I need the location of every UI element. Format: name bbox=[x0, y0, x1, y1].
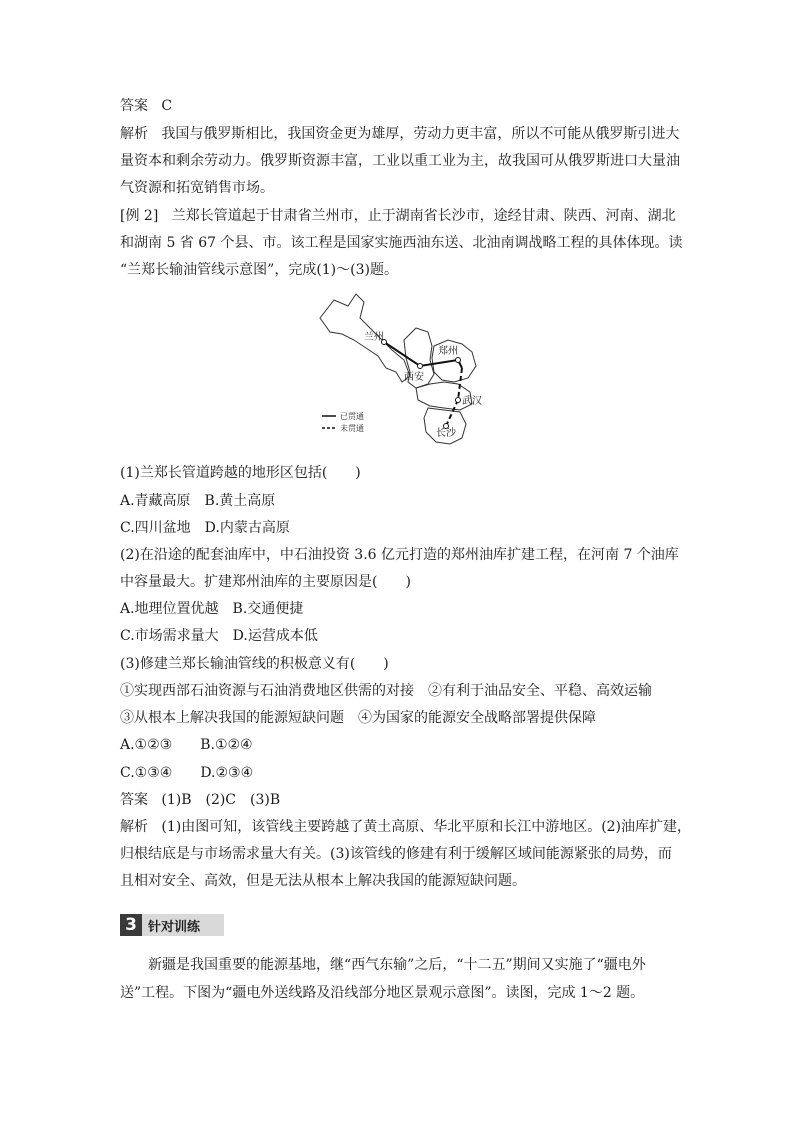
analysis-1-line-2: 量资本和剩余劳动力。俄罗斯资源丰富，工业以重工业为主，故我国可从俄罗斯进口大量油 bbox=[120, 153, 680, 169]
q3-options-row-2: C.①③④ D.②③④ bbox=[120, 765, 254, 781]
training-line-1: 新疆是我国重要的能源基地，继“西气东输”之后，“十二五”期间又实施了“疆电外 bbox=[148, 957, 646, 973]
analysis-2-line-1: 解析 (1)由图可知，该管线主要跨越了黄土高原、华北平原和长江中游地区。(2)油库扩建， bbox=[120, 819, 692, 835]
section-title: 针对训练 bbox=[142, 914, 224, 936]
q3-stem: (3)修建兰郑长输油管线的积极意义有( ) bbox=[120, 656, 389, 672]
q3-options-row-1: A.①②③ B.①②④ bbox=[120, 737, 253, 753]
answer-label: 答案 bbox=[120, 98, 148, 114]
example-2-line-1: [例 2] 兰郑长管道起于甘肃省兰州市，止于湖南省长沙市，途经甘肃、陕西、河南、湖北 bbox=[120, 208, 676, 224]
section-header bbox=[120, 914, 224, 936]
answer-value: (1)B (2)C (3)B bbox=[161, 792, 281, 808]
city-label-lanzhou: 兰州 bbox=[364, 332, 384, 343]
legend-built-label: 已贯通 bbox=[340, 412, 364, 421]
analysis-1-line-3: 气资源和拓宽销售市场。 bbox=[120, 180, 274, 196]
answer-1 bbox=[120, 96, 680, 116]
q3-item-line-1: ①实现西部石油资源与石油消费地区供需的对接 ②有利于油品安全、平稳、高效运输 bbox=[120, 683, 652, 699]
answer-label: 答案 bbox=[120, 792, 148, 808]
legend-unbuilt-label: 未贯通 bbox=[340, 424, 364, 433]
example-2-line-3: “兰郑长输油管线示意图”，完成(1)～(3)题。 bbox=[120, 262, 398, 278]
q1-options-row-1: A.青藏高原 B.黄土高原 bbox=[120, 493, 276, 509]
q2-stem-line-2: 中容量最大。扩建郑州油库的主要原因是( ) bbox=[120, 574, 411, 590]
city-label-changsha: 长沙 bbox=[436, 428, 456, 439]
city-dot-zhengzhou bbox=[456, 358, 461, 363]
analysis-label: 解析 bbox=[120, 126, 148, 142]
analysis-label: 解析 bbox=[120, 819, 148, 835]
answer-2 bbox=[120, 790, 680, 810]
city-dot-wuhan bbox=[456, 398, 461, 403]
answer-value: C bbox=[161, 98, 173, 114]
analysis-2-line-2: 归根结底是与市场需求量大有关。(3)该管线的修建有利于缓解区域间能源紧张的局势，而 bbox=[120, 846, 672, 862]
q2-options-row-1: A.地理位置优越 B.交通便捷 bbox=[120, 601, 304, 617]
q1-options-row-2: C.四川盆地 D.内蒙古高原 bbox=[120, 520, 290, 536]
city-label-wuhan: 武汉 bbox=[462, 396, 482, 407]
q3-item-line-2: ③从根本上解决我国的能源短缺问题 ④为国家的能源安全战略部署提供保障 bbox=[120, 710, 596, 726]
analysis-2-line-3: 且相对安全、高效，但是无法从根本上解决我国的能源短缺问题。 bbox=[120, 873, 526, 889]
pipeline-map bbox=[312, 288, 502, 448]
pipeline-map-svg bbox=[312, 288, 502, 448]
section-number: 3 bbox=[120, 914, 142, 936]
example-tag: [例 2] bbox=[120, 208, 159, 224]
q2-options-row-2: C.市场需求量大 D.运营成本低 bbox=[120, 628, 318, 644]
analysis-1-line-1: 解析 我国与俄罗斯相比，我国资金更为雄厚，劳动力更丰富，所以不可能从俄罗斯引进大 bbox=[120, 126, 680, 142]
city-label-xian: 西安 bbox=[404, 372, 424, 383]
q1-stem: (1)兰郑长管道跨越的地形区包括( ) bbox=[120, 465, 361, 481]
city-dot-xian bbox=[418, 364, 423, 369]
training-line-2: 送”工程。下图为“疆电外送线路及沿线部分地区景观示意图”。读图，完成 1～2 题。 bbox=[120, 985, 645, 1001]
pipeline-unbuilt-segment bbox=[446, 368, 462, 426]
city-label-zhengzhou: 郑州 bbox=[438, 346, 458, 357]
example-2-line-2: 和湖南 5 省 67 个县、市。该工程是国家实施西油东送、北油南调战略工程的具体体现。读 bbox=[120, 235, 683, 251]
q2-stem-line-1: (2)在沿途的配套油库中，中石油投资 3.6 亿元打造的郑州油库扩建工程，在河南 7 个油库 bbox=[120, 547, 679, 563]
